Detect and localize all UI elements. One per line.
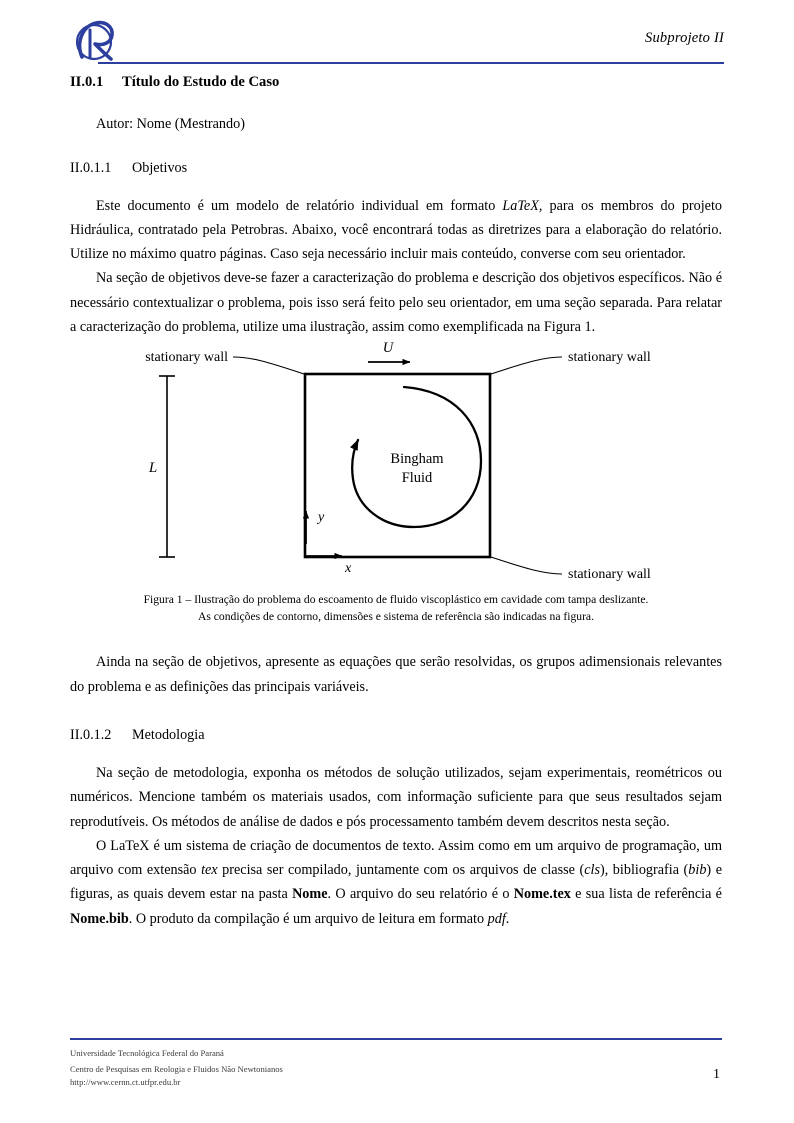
cernn-r-logo-icon bbox=[70, 18, 122, 64]
figure-caption-line-2: As condições de contorno, dimensões e sistema de referência são indicadas na figura. bbox=[198, 610, 594, 624]
section-heading bbox=[70, 74, 722, 92]
leader-line-bottom-right bbox=[491, 557, 562, 574]
label-fluid-line2: Fluid bbox=[401, 470, 433, 487]
subsection-heading-metodologia bbox=[70, 727, 722, 744]
author-line: Autor: Nome (Mestrando) bbox=[96, 115, 245, 132]
header-subproject-title: Subprojeto II bbox=[645, 30, 724, 46]
paragraph-objetivos-1: Este documento é um modelo de relatório individual em formato LaTeX, para os membros do projeto Hidráulica, contratado pela Petrobras. Abaixo, você encontrará todas as diretrizes para a elaboração do relatório. Utilize no máximo quatro páginas. Caso seja necessário incluir mais conteúdo, converse com seu orientador. bbox=[70, 197, 722, 263]
section-title: Título do Estudo de Caso bbox=[122, 74, 280, 90]
page-number: 1 bbox=[713, 1066, 720, 1082]
paragraph-metodologia-2: O LaTeX é um sistema de criação de documentos de texto. Assim como em um arquivo de programação, um arquivo com extensão tex precisa ser compilado, juntamente com os arquivos de classe (cls), bibliografia (bib) e figuras, as quais devem estar na pasta Nome. O arquivo do seu relatório é o Nome.tex e sua lista de referência é Nome.bib. O produto da compilação é um arquivo de leitura em formato pdf. bbox=[70, 837, 722, 927]
subsection-title-objetivos: Objetivos bbox=[132, 159, 188, 176]
footer-research-center: Centro de Pesquisas em Reologia e Fluidos Não Newtonianos bbox=[70, 1064, 283, 1075]
paragraph-after-figure: Ainda na seção de objetivos, apresente as equações que serão resolvidas, os grupos adimensionais relevantes do problema e as definições das principais variáveis. bbox=[70, 654, 722, 695]
label-L: L bbox=[148, 460, 158, 477]
subsection-number-objetivos: II.0.1.1 bbox=[70, 159, 112, 176]
height-dimension-line bbox=[159, 376, 175, 557]
label-x: x bbox=[345, 561, 352, 577]
label-y: y bbox=[318, 510, 325, 526]
section-number: II.0.1 bbox=[70, 74, 104, 90]
page-header bbox=[70, 18, 724, 68]
paragraph-metodologia-1: Na seção de metodologia, exponha os métodos de solução utilizados, sejam experimentais, reométricos ou numéricos. Mencione também os materiais usados, com informação suficiente para que seus resultados sejam reprodutíveis. Os métodos de análise de dados e pós processamento também devem descritos nesta seção. bbox=[70, 764, 722, 830]
subsection-number-metodologia: II.0.1.2 bbox=[70, 726, 112, 743]
subsection-title-metodologia: Metodologia bbox=[132, 726, 205, 743]
document-body bbox=[70, 74, 722, 931]
footer-divider-rule bbox=[70, 1038, 722, 1040]
figure-caption-line-1: Figura 1 – Ilustração do problema do escoamento de fluido viscoplástico em cavidade com tampa deslizante. bbox=[143, 593, 649, 607]
label-stationary-wall-top-right: stationary wall bbox=[568, 350, 651, 366]
label-stationary-wall-bottom-right: stationary wall bbox=[568, 567, 651, 583]
label-stationary-wall-top-left: stationary wall bbox=[145, 350, 228, 366]
footer-university: Universidade Tecnológica Federal do Paraná bbox=[70, 1047, 224, 1058]
leader-line-top-right bbox=[491, 357, 562, 374]
page-footer bbox=[70, 1038, 722, 1099]
label-U: U bbox=[382, 340, 394, 357]
subsection-heading-objetivos bbox=[70, 160, 722, 177]
figure-caption bbox=[70, 591, 722, 625]
figure-cavity-flow bbox=[70, 339, 722, 591]
header-divider-rule bbox=[98, 62, 724, 64]
footer-website-url[interactable]: http://www.cernn.ct.utfpr.edu.br bbox=[70, 1076, 181, 1087]
leader-line-top-left bbox=[233, 357, 304, 374]
label-fluid-line1: Bingham bbox=[390, 451, 444, 468]
paragraph-objetivos-2: Na seção de objetivos deve-se fazer a caracterização do problema e descrição dos objetivos específicos. Não é necessário contextualizar o problema, pois isso será feito pelo seu orientador, em uma seção separada. Para relatar a caracterização do problema, utilize uma ilustração, assim como exemplificada na Figura 1. bbox=[70, 270, 722, 336]
